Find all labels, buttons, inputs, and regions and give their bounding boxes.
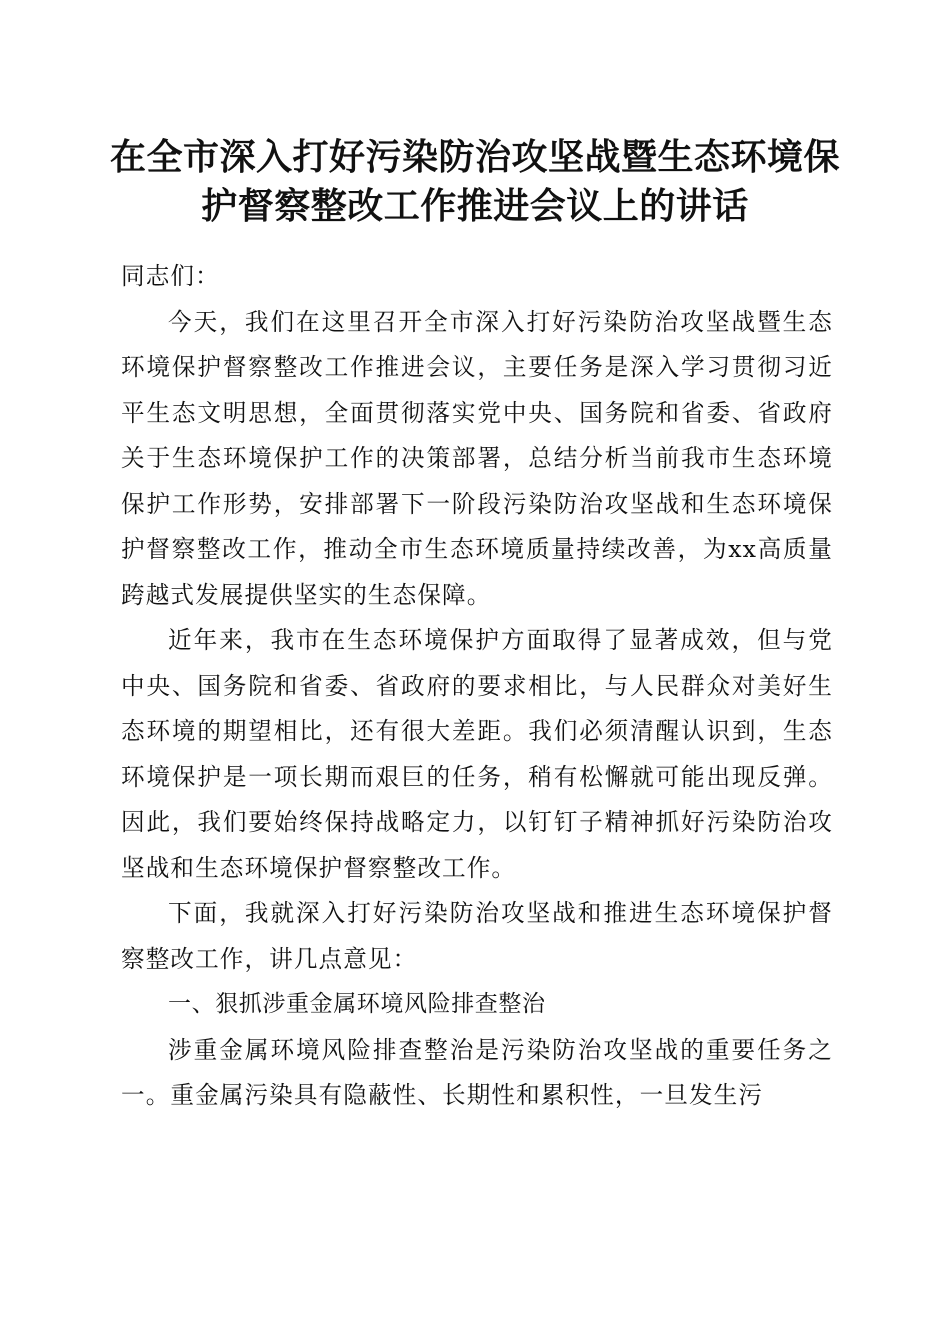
paragraph-intro: 今天，我们在这里召开全市深入打好污染防治攻坚战暨生态环境保护督察整改工作推进会议，主要任务是深入学习贯彻习近平生态文明思想，全面贯彻落实党中央、国务院和省委、省政府关于生态环境保护工作的决策部署，总结分析当前我市生态环境保护工作形势，安排部署下一阶段污染防治攻坚战和生态环境保护督察整改工作，推动全市生态环境质量持续改善，为xx高质量跨越式发展提供坚实的生态保障。 — [121, 307, 833, 609]
document-body — [121, 254, 833, 1119]
section-heading-1: 一、狠抓涉重金属环境风险排查整治 — [168, 991, 546, 1017]
document-title — [100, 133, 850, 231]
paragraph-situation: 近年来，我市在生态环境保护方面取得了显著成效，但与党中央、国务院和省委、省政府的要求相比，与人民群众对美好生态环境的期望相比，还有很大差距。我们必须清醒认识到，生态环境保护是一项长期而艰巨的任务，稍有松懈就可能出现反弹。因此，我们要始终保持战略定力，以钉钉子精神抓好污染防治攻坚战和生态环境保护督察整改工作。 — [121, 626, 833, 882]
title-line-2: 护督察整改工作推进会议上的讲话 — [201, 185, 749, 227]
salutation: 同志们： — [121, 262, 220, 290]
paragraph-transition: 下面，我就深入打好污染防治攻坚战和推进生态环境保护督察整改工作，讲几点意见： — [121, 899, 833, 973]
title-line-1: 在全市深入打好污染防治攻坚战暨生态环境保 — [109, 136, 840, 178]
paragraph-section-1: 涉重金属环境风险排查整治是污染防治攻坚战的重要任务之一。重金属污染具有隐蔽性、长期性和累积性，一旦发生污 — [121, 1035, 833, 1109]
